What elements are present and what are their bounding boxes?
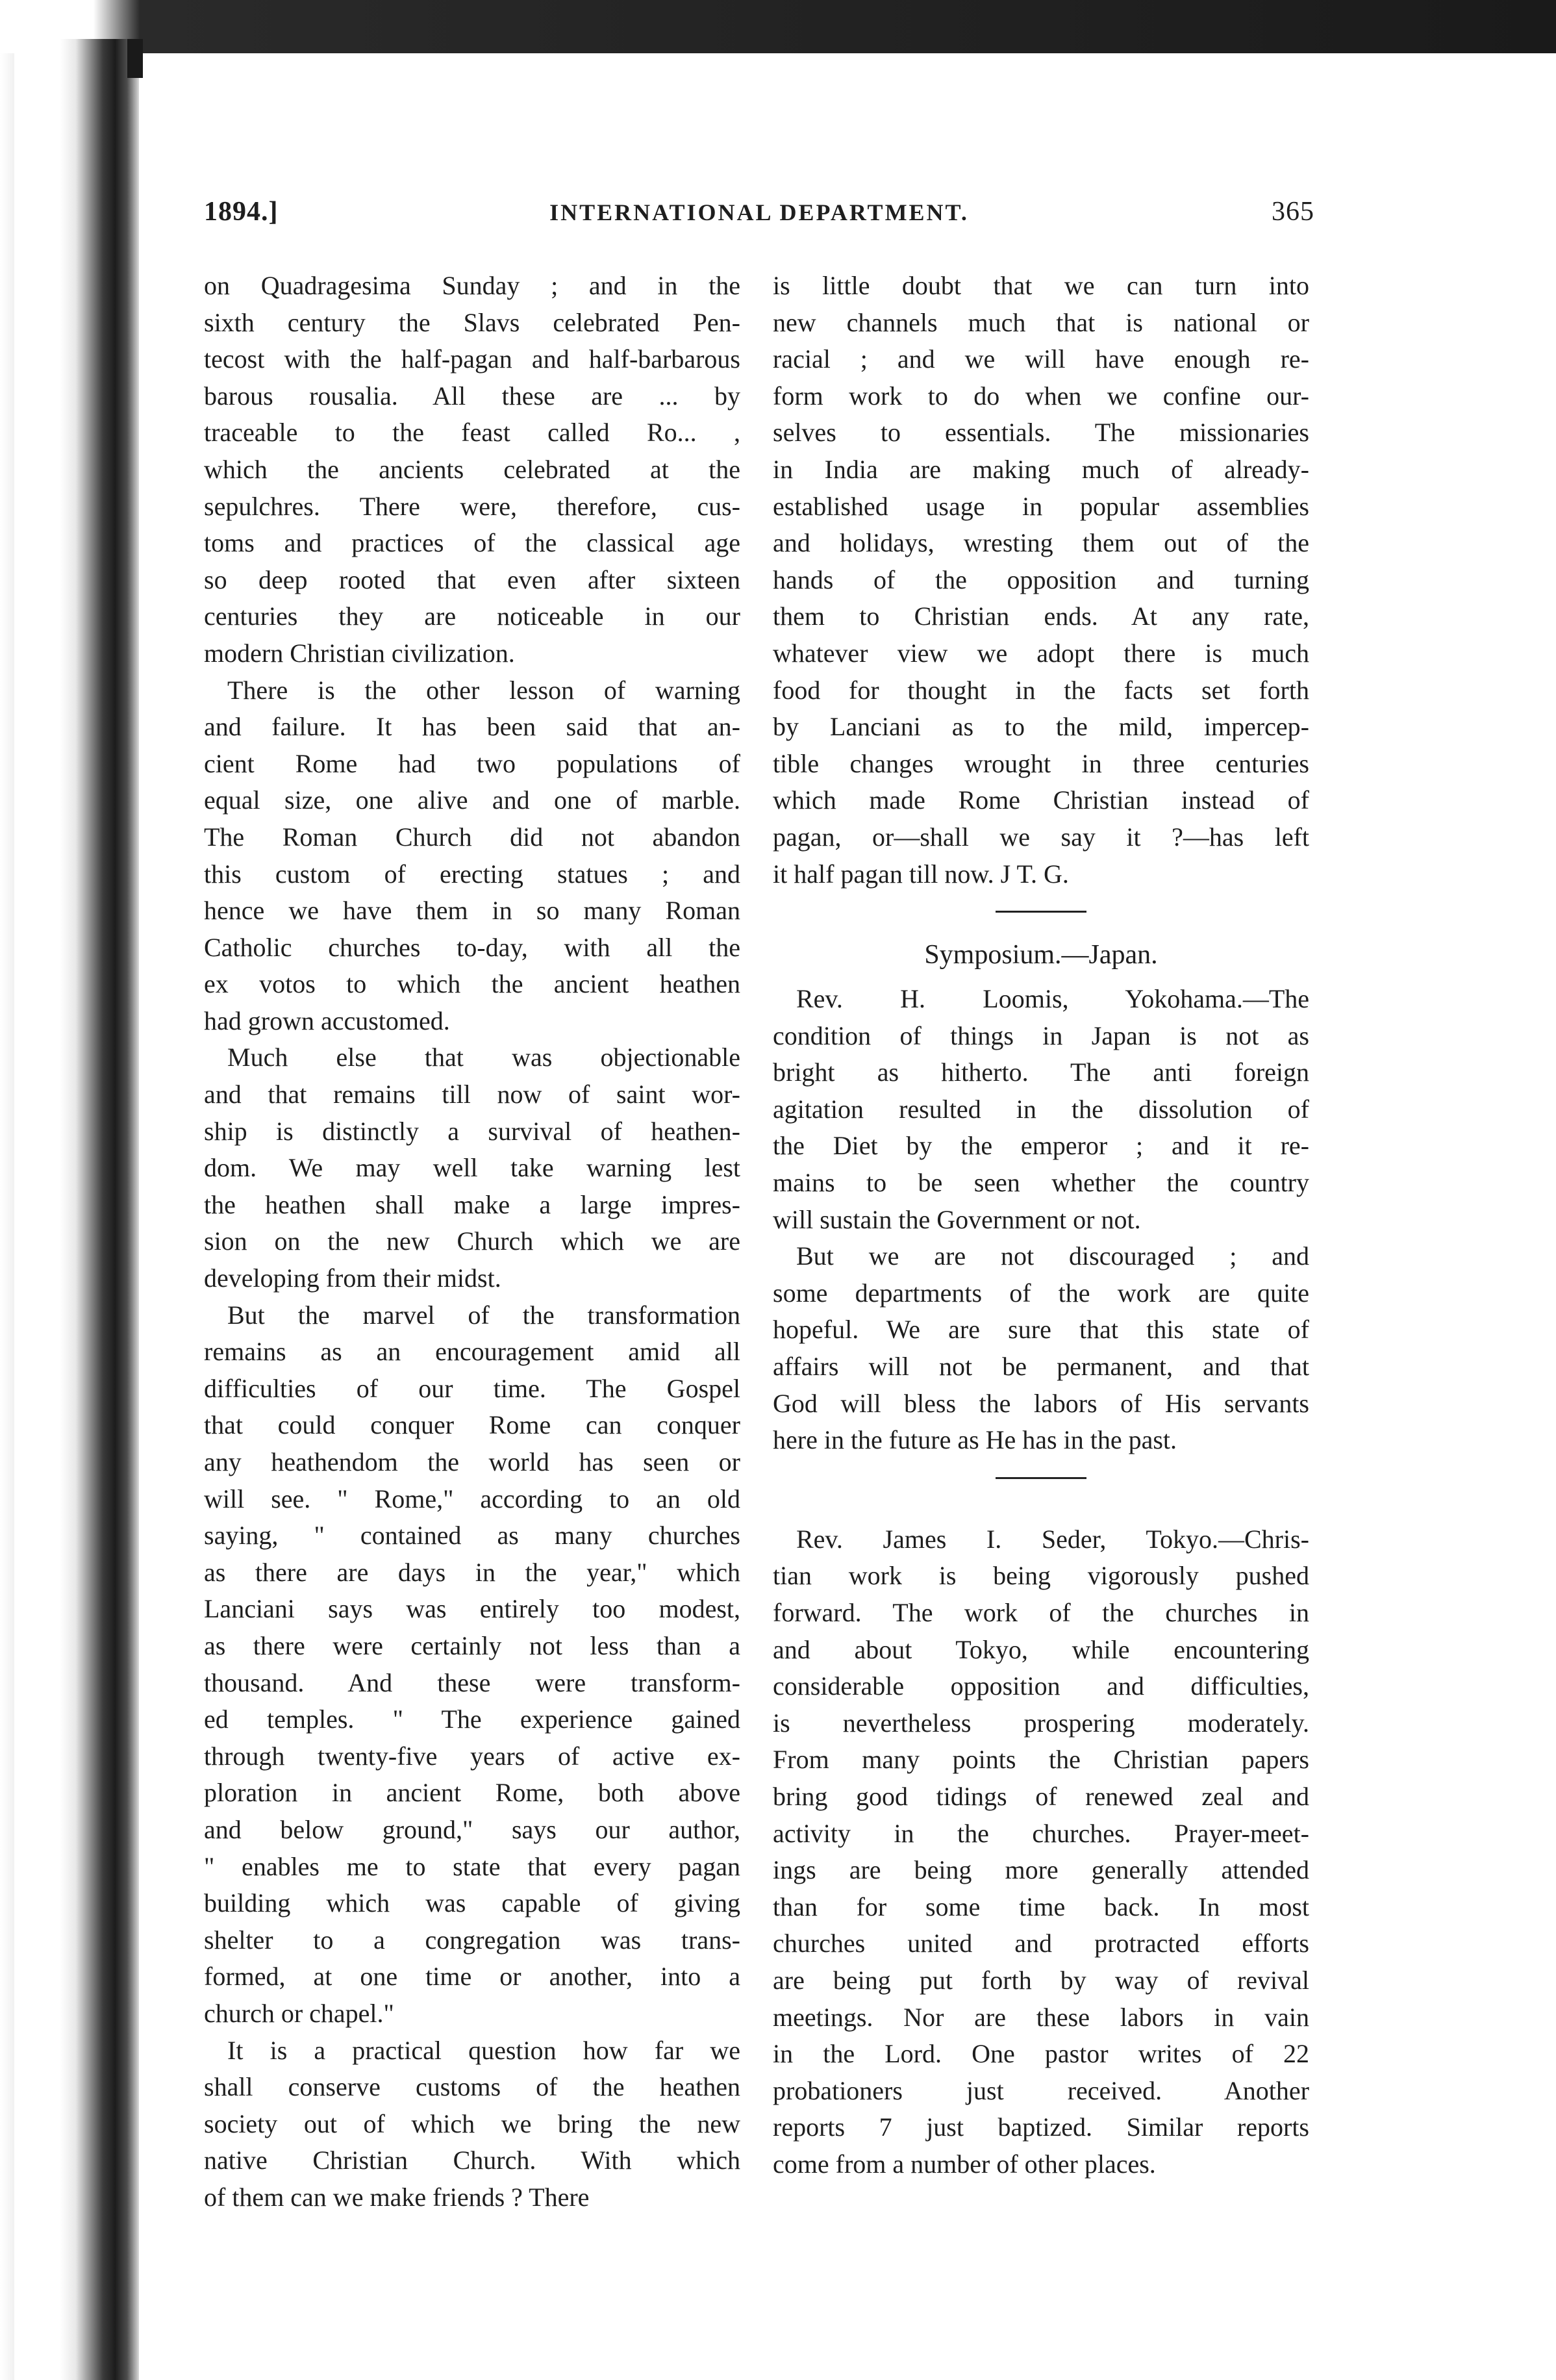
text-line: God will bless the labors of His servants [773,1388,1309,1418]
text-line: will see. " Rome," according to an old [204,1484,740,1513]
scan-edge [0,0,14,2380]
text-line: this custom of erecting statues ; and [204,859,740,889]
text-line: It is a practical question how far we [227,2035,740,2065]
text-line: hands of the opposition and turning [773,564,1309,594]
text-line: There is the other lesson of warning [227,675,740,705]
text-line: agitation resulted in the dissolution of [773,1094,1309,1124]
article-conclusion [773,268,1309,892]
right-column [773,268,1309,2183]
text-line: some departments of the work are quite [773,1278,1309,1308]
text-line: hence we have them in so many Roman [204,896,740,926]
loomis-report [773,981,1309,1459]
text-line: But we are not discouraged ; and [796,1241,1309,1271]
text-line: mains to be seen whether the country [773,1168,1309,1198]
text-line: cient Rome had two populations of [204,748,740,778]
text-line: shelter to a congregation was trans- [204,1925,740,1955]
text-line: form work to do when we confine our- [773,381,1309,411]
text-line: saying, " contained as many churches [204,1521,740,1551]
text-line: and below ground," says our author, [204,1814,740,1844]
text-line: Catholic churches to-day, with all the [204,932,740,962]
text-line: Rev. James I. Seder, Tokyo.—Chris- [796,1524,1309,1554]
text-line: centuries they are noticeable in our [204,601,740,631]
scan-top-bar [0,0,1556,53]
text-line: whatever view we adopt there is much [773,638,1309,668]
text-line: Much else that was objectionable [227,1043,740,1072]
text-line: as there are days in the year," which [204,1557,740,1587]
text-line: The Roman Church did not abandon [204,822,740,852]
text-line: are being put forth by way of revival [773,1965,1309,1995]
text-line: considerable opposition and difficulties, [773,1671,1309,1701]
text-line: selves to essentials. The missionaries [773,418,1309,448]
text-line: racial ; and we will have enough re- [773,344,1309,374]
scan-binding-shadow [60,39,139,2380]
text-line: on Quadragesima Sunday ; and in the [204,271,740,300]
text-line: tian work is being vigorously pushed [773,1561,1309,1591]
text-line: here in the future as He has in the past. [773,1425,1177,1455]
text-line: food for thought in the facts set forth [773,675,1309,705]
text-line: of them can we make friends ? There [204,2182,590,2212]
text-line: dom. We may well take warning lest [204,1153,740,1183]
text-line: in India are making much of already- [773,454,1309,484]
text-line: But the marvel of the transformation [227,1300,740,1330]
text-line: formed, at one time or another, into a [204,1962,740,1992]
text-line: them to Christian ends. At any rate, [773,601,1309,631]
text-line: any heathendom the world has seen or [204,1447,740,1476]
section-heading: Symposium.—Japan. [924,940,1158,970]
header-year: 1894.] [204,197,279,227]
text-line: ed temples. " The experience gained [204,1704,740,1734]
text-line: the Diet by the emperor ; and it re- [773,1131,1309,1161]
section-rule [773,1459,1309,1495]
text-line: that could conquer Rome can conquer [204,1410,740,1440]
header-section: INTERNATIONAL DEPARTMENT. [549,199,969,225]
text-line: Rev. H. Loomis, Yokohama.—The [796,984,1309,1014]
text-line: is nevertheless prospering moderately. [773,1708,1309,1738]
text-line: building which was capable of giving [204,1888,740,1918]
section-rule [773,892,1309,929]
text-line: which the ancients celebrated at the [204,454,740,484]
text-line: forward. The work of the churches in [773,1598,1309,1627]
text-line: remains as an encouragement amid all [204,1337,740,1367]
text-line: sixth century the Slavs celebrated Pen- [204,307,740,337]
text-line: activity in the churches. Prayer-meet- [773,1818,1309,1848]
text-line: than for some time back. In most [773,1892,1309,1921]
seder-report [773,1521,1309,2183]
text-line: Lanciani says was entirely too modest, [204,1594,740,1624]
text-line: through twenty-five years of active ex- [204,1741,740,1771]
text-line: come from a number of other places. [773,2149,1156,2179]
text-line: established usage in popular assemblies [773,491,1309,521]
text-line: From many points the Christian papers [773,1745,1309,1775]
text-line: modern Christian civilization. [204,638,515,668]
running-head [204,196,1314,235]
text-line: sion on the new Church which we are [204,1226,740,1256]
text-line: will sustain the Government or not. [773,1204,1141,1234]
text-line: ings are being more generally attended [773,1855,1309,1885]
text-line: developing from their midst. [204,1263,501,1293]
text-line: is little doubt that we can turn into [773,271,1309,300]
text-line: and that remains till now of saint wor- [204,1080,740,1109]
text-line: new channels much that is national or [773,307,1309,337]
text-line: pagan, or—shall we say it ?—has left [773,822,1309,852]
text-line: meetings. Nor are these labors in vain [773,2002,1309,2032]
text-line: as there were certainly not less than a [204,1630,740,1660]
text-line: sepulchres. There were, therefore, cus- [204,491,740,521]
text-line: and holidays, wresting them out of the [773,528,1309,558]
page-number: 365 [1272,197,1314,227]
text-line: by Lanciani as to the mild, impercep- [773,712,1309,742]
text-line: toms and practices of the classical age [204,528,740,558]
text-line: and about Tokyo, while encountering [773,1634,1309,1664]
text-line: ploration in ancient Rome, both above [204,1778,740,1808]
text-line: had grown accustomed. [204,1006,450,1035]
text-line: traceable to the feast called Ro... , [204,418,740,448]
text-line: church or chapel." [204,1998,394,2028]
text-line: ship is distinctly a survival of heathen- [204,1116,740,1146]
text-line: in the Lord. One pastor writes of 22 [773,2039,1309,2069]
text-line: hopeful. We are sure that this state of [773,1315,1309,1345]
text-line: so deep rooted that even after sixteen [204,564,740,594]
text-line: difficulties of our time. The Gospel [204,1373,740,1403]
text-line: affairs will not be permanent, and that [773,1352,1309,1382]
text-line: tible changes wrought in three centuries [773,748,1309,778]
text-line: and failure. It has been said that an- [204,712,740,742]
text-line: bring good tidings of renewed zeal and [773,1781,1309,1811]
text-line: equal size, one alive and one of marble. [204,785,740,815]
text-line: thousand. And these were transform- [204,1667,740,1697]
text-line: condition of things in Japan is not as [773,1020,1309,1050]
text-line: shall conserve customs of the heathen [204,2072,740,2102]
text-line: the heathen shall make a large impres- [204,1189,740,1219]
text-line: which made Rome Christian instead of [773,785,1309,815]
left-column [204,268,740,2216]
text-line: barous rousalia. All these are ... by [204,381,740,411]
scan-artifact [127,39,143,78]
text-line: bright as hitherto. The anti foreign [773,1057,1309,1087]
text-line: it half pagan till now. J T. G. [773,859,1069,889]
text-line: native Christian Church. With which [204,2146,740,2175]
text-line: society out of which we bring the new [204,2108,740,2138]
text-line: " enables me to state that every pagan [204,1851,740,1881]
text-line: ex votos to which the ancient heathen [204,969,740,999]
text-line: reports 7 just baptized. Similar reports [773,2112,1309,2142]
text-line: churches united and protracted efforts [773,1929,1309,1958]
spacer [773,1495,1309,1521]
text-line: tecost with the half-pagan and half-barbarous [204,344,740,374]
text-line: probationers just received. Another [773,2075,1309,2105]
